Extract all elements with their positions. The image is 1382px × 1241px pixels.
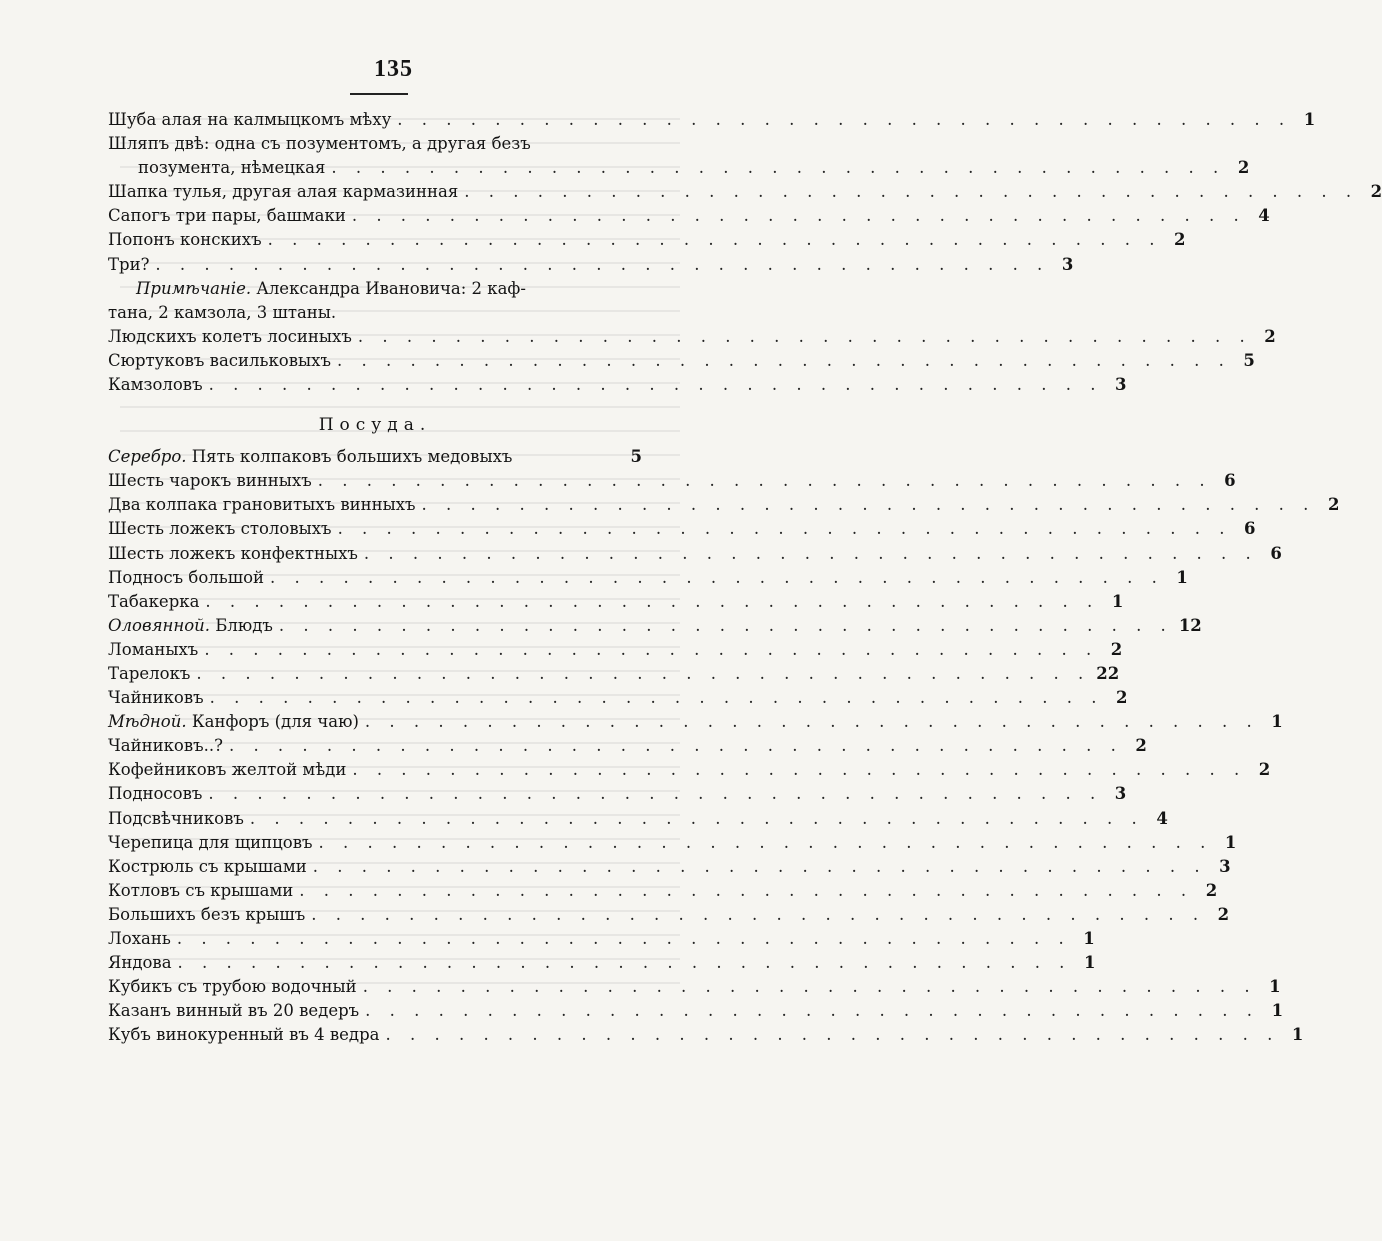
dot-leader: . . . . . . . . . . . . . . . . . . . . . . . . . . . . . . . . . . . . . — [364, 712, 1259, 732]
item-name: Шапка тулья, другая алая кармазинная — [108, 182, 459, 202]
list-item — [108, 999, 1284, 1023]
item-text — [108, 999, 359, 1023]
item-name: Шляпъ двѣ: одна съ позументомъ, а другая безъ — [108, 134, 531, 154]
clothing-section — [108, 108, 1382, 277]
list-item — [108, 951, 1096, 975]
item-name: Черепица для щипцовъ — [108, 832, 313, 852]
item-quantity: 2 — [1116, 688, 1128, 708]
list-item — [108, 903, 1230, 927]
page-number: 135 — [374, 56, 413, 82]
item-name: Кофейниковъ желтой мѣди — [108, 760, 347, 780]
list-item — [108, 686, 1128, 710]
list-item — [108, 204, 1270, 228]
item-name: Блюдъ — [210, 615, 273, 635]
item-quantity: 2 — [1110, 639, 1123, 659]
item-name: Шесть ложекъ столовыхъ — [108, 519, 332, 539]
item-text — [108, 132, 531, 156]
item-name: Подносъ большой — [108, 567, 265, 587]
inventory-list — [108, 108, 1382, 1047]
item-name: Большихъ безъ крышъ — [108, 904, 306, 924]
dot-leader: . . . . . . . . . . . . . . . . . . . . . . . . . . . . . . . . . . . . . — [362, 977, 1257, 997]
list-item — [108, 493, 1340, 517]
dot-leader: . . . . . . . . . . . . . . . . . . . . . . . . . . . . . . . . . . . . . — [337, 519, 1232, 539]
dot-leader: . . . . . . . . . . . . . . . . . . . . . . . . . . . . . . . . . . . . . — [205, 591, 1100, 611]
dot-leader: . . . . . . . . . . . . . . . . . . . . . . . . . . . . . . . . . . . . . — [176, 929, 1071, 948]
item-quantity: 2 — [1205, 880, 1218, 900]
item-quantity: 1 — [1271, 712, 1283, 732]
item-name: Шесть чарокъ винныхъ — [108, 471, 312, 491]
item-quantity: 1 — [1271, 1001, 1284, 1021]
dot-leader: . . . . . . . . . . . . . . . . . . . . . . . . . . . . . . . . . . . . . — [196, 663, 1091, 683]
silver-section — [108, 445, 1340, 614]
item-name: Лохань — [108, 929, 171, 948]
item-name: Людскихъ колетъ лосиныхъ — [108, 326, 352, 346]
item-name: Котловъ съ крышами — [108, 880, 294, 900]
list-item — [108, 542, 1282, 566]
list-item — [108, 108, 1316, 132]
list-item — [108, 517, 1256, 541]
item-text — [108, 831, 313, 855]
list-item — [108, 445, 642, 469]
list-item — [108, 469, 1236, 493]
item-text — [108, 903, 305, 927]
item-name: Кубъ винокуренный въ 4 ведра — [108, 1025, 380, 1045]
dot-leader: . . . . . . . . . . . . . . . . . . . . . . . . . . . . . . . . . . . . . — [208, 784, 1103, 804]
item-text — [108, 879, 293, 903]
copper-section — [108, 710, 1304, 1047]
item-text — [108, 517, 332, 541]
item-quantity: 1 — [1224, 832, 1237, 852]
dot-leader: . . . . . . . . . . . . . . . . . . . . . . . . . . . . . . . . . . . . . — [331, 158, 1226, 178]
item-text — [108, 566, 264, 590]
dot-leader: . . . . . . . . . . . . . . . . . . . . . . . . . . . . . . . . . . . . . — [318, 832, 1213, 852]
dot-leader: . . . . . . . . . . . . . . . . . . . . . . . . . . . . . . . . . . . . . — [311, 904, 1206, 924]
item-text — [108, 253, 149, 277]
list-item — [108, 228, 1186, 252]
dot-leader: . . . . . . . . . . . . . . . . . . . . . . . . . . . . . . . . . . . . . — [397, 110, 1292, 129]
item-text — [108, 325, 352, 349]
list-item — [108, 927, 1095, 951]
item-text — [108, 180, 458, 204]
list-item — [108, 614, 1202, 638]
item-text — [108, 493, 416, 517]
item-text — [108, 228, 262, 252]
dot-leader: . . . . . . . . . . . . . . . . . . . . . . . . . . . . . . . . . . . . . — [209, 688, 1104, 708]
item-name: Шесть ложекъ конфектныхъ — [108, 543, 358, 563]
category-label: Оловянной. — [108, 615, 211, 635]
list-item — [108, 879, 1218, 903]
item-quantity: 2 — [1135, 736, 1147, 756]
dot-leader: . . . . . . . . . . . . . . . . . . . . . . . . . . . . . . . . . . . . . — [270, 567, 1164, 587]
note-label: Примѣчаніе. — [136, 278, 252, 298]
item-quantity: 1 — [1176, 567, 1188, 587]
item-quantity: 5 — [630, 447, 642, 467]
item-name: Казанъ винный въ 20 ведеръ — [108, 1001, 360, 1021]
item-quantity: 2 — [1258, 760, 1271, 780]
item-name: Три? — [108, 254, 150, 274]
dot-leader: . . . . . . . . . . . . . . . . . . . . . . . . . . . . . . . . . . . . . — [365, 1001, 1260, 1021]
item-quantity: 1 — [1303, 110, 1316, 129]
note-line-1 — [108, 277, 642, 301]
list-item — [108, 807, 1168, 831]
item-text — [108, 975, 357, 999]
list-item — [108, 734, 1147, 758]
item-quantity: 4 — [1258, 206, 1270, 226]
list-item — [108, 156, 1250, 180]
dot-leader: . . . . . . . . . . . . . . . . . . . . . . . . . . . . . . . . . . . . . — [267, 230, 1162, 250]
list-item — [108, 662, 1120, 686]
item-quantity: 4 — [1156, 808, 1168, 828]
item-quantity: 2 — [1174, 230, 1186, 250]
dot-leader: . . . . . . . . . . . . . . . . . . . . . . . . . . . . . . . . . . . . . — [177, 953, 1072, 973]
item-text — [108, 951, 172, 975]
item-text — [108, 108, 391, 132]
item-text — [108, 469, 312, 493]
dot-leader: . . . . . . . . . . . . . . . . . . . . . . . . . . . . . . . . . . . . . — [299, 880, 1194, 900]
item-text — [108, 927, 171, 951]
list-item — [108, 373, 1127, 397]
dot-leader: . . . . . . . . . . . . . . . . . . . . . . . . . . . . . . . . . . . . . — [385, 1025, 1280, 1045]
dot-leader: . . . . . . . . . . . . . . . . . . . . . . . . . . . . . . . . . . . . . — [421, 495, 1316, 515]
item-quantity: 2 — [1327, 495, 1340, 515]
item-name: Кубикъ съ трубою водочный — [108, 977, 357, 997]
item-quantity: 6 — [1224, 471, 1236, 491]
page-number-underline — [350, 93, 408, 95]
dot-leader: . . . . . . . . . . . . . . . . . . . . . . . . . . . . . . . . . . . . . — [336, 350, 1231, 370]
list-item — [108, 975, 1281, 999]
item-text — [108, 373, 203, 397]
dot-leader: . . . . . . . . . . . . . . . . . . . . . . . . . . . . . . . . . . . . . — [208, 375, 1103, 395]
item-text — [108, 686, 204, 710]
item-name: Попонъ конскихъ — [108, 230, 262, 250]
item-quantity: 22 — [1096, 663, 1120, 683]
item-name: Чайниковъ — [108, 688, 204, 708]
item-quantity: 1 — [1083, 929, 1095, 948]
list-item — [108, 349, 1255, 373]
item-name: Подносовъ — [108, 784, 203, 804]
item-name: Яндова — [108, 953, 172, 973]
category-label: Серебро. — [108, 447, 187, 467]
item-quantity: 1 — [1111, 591, 1124, 611]
item-quantity: 1 — [1269, 977, 1281, 997]
dot-leader: . . . . . . . . . . . . . . . . . . . . . . . . . . . . . . . . . . . . . — [351, 206, 1246, 226]
item-quantity: 3 — [1219, 856, 1231, 876]
item-quantity: 5 — [1243, 350, 1255, 370]
item-name: Сапогъ три пары, башмаки — [108, 206, 346, 226]
dot-leader: . . . . . . . . . . . . . . . . . . . . . . . . . . . . . . . . . . . . . — [352, 760, 1247, 780]
note-line-2: тана, 2 камзола, 3 штаны. — [108, 302, 337, 322]
dot-leader: . . . . . . . . . . . . . . . . . . . . . . . . . . . . . . . . . . . . . — [204, 639, 1099, 659]
list-item — [108, 855, 1231, 879]
note-text-1: Александра Ивановича: 2 каф- — [251, 278, 526, 298]
item-text — [138, 156, 325, 180]
item-text — [108, 734, 223, 758]
item-text — [108, 590, 199, 614]
list-item — [108, 638, 1123, 662]
item-text — [108, 542, 358, 566]
item-name: Шуба алая на калмыцкомъ мѣху — [108, 110, 392, 129]
item-name: Чайниковъ..? — [108, 736, 223, 756]
item-text — [108, 614, 273, 638]
item-quantity: 3 — [1061, 254, 1074, 274]
list-item — [108, 590, 1124, 614]
section-title-dishes: Посуда. — [318, 415, 432, 436]
item-name: Табакерка — [108, 591, 200, 611]
list-item — [108, 180, 1382, 204]
list-item — [108, 132, 642, 156]
servants-clothing-section — [108, 325, 1276, 397]
item-name: Ломаныхъ — [108, 639, 199, 659]
dot-leader: . . . . . . . . . . . . . . . . . . . . . . . . . . . . . . . . . . . . . — [312, 856, 1207, 876]
list-item — [108, 1023, 1304, 1047]
category-label: Мѣдной. — [108, 712, 187, 732]
item-text — [108, 1023, 379, 1047]
dot-leader: . . . . . . . . . . . . . . . . . . . . . . . . . . . . . . . . . . . . . — [357, 326, 1252, 346]
list-item — [108, 782, 1127, 806]
item-name: Два колпака грановитыхъ винныхъ — [108, 495, 416, 515]
item-text — [108, 638, 198, 662]
item-quantity: 2 — [1370, 182, 1382, 202]
list-item — [108, 325, 1276, 349]
item-name: позумента, нѣмецкая — [138, 158, 326, 178]
item-text — [108, 349, 331, 373]
item-quantity: 1 — [1291, 1025, 1304, 1045]
list-item — [108, 758, 1271, 782]
dot-leader: . . . . . . . . . . . . . . . . . . . . . . . . . . . . . . . . . . . . . — [249, 808, 1144, 828]
list-item — [108, 710, 1283, 734]
item-name: Кострюль съ крышами — [108, 856, 307, 876]
item-name: Пять колпаковъ большихъ медовыхъ — [186, 447, 513, 467]
item-quantity: 3 — [1114, 784, 1127, 804]
item-text — [108, 758, 346, 782]
item-name: Канфоръ (для чаю) — [186, 712, 359, 732]
item-text — [108, 782, 202, 806]
dot-leader: . . . . . . . . . . . . . . . . . . . . . . . . . . . . . . . . . . . . . — [278, 615, 1173, 635]
item-quantity: 1 — [1083, 953, 1096, 973]
list-item — [108, 566, 1188, 590]
item-text — [108, 710, 359, 734]
dot-leader: . . . . . . . . . . . . . . . . . . . . . . . . . . . . . . . . . . . . . — [317, 471, 1212, 491]
list-item — [108, 253, 1074, 277]
item-name: Камзоловъ — [108, 375, 203, 395]
list-item — [108, 831, 1237, 855]
item-quantity: 12 — [1178, 615, 1202, 635]
dot-leader: . . . . . . . . . . . . . . . . . . . . . . . . . . . . . . . . . . . . . — [228, 736, 1123, 756]
pewter-section — [108, 614, 1202, 710]
item-quantity: 6 — [1243, 519, 1256, 539]
item-name: Подсвѣчниковъ — [108, 808, 244, 828]
item-text — [108, 204, 346, 228]
item-text — [108, 807, 244, 831]
item-quantity: 3 — [1114, 375, 1127, 395]
item-text — [108, 855, 307, 879]
item-quantity: 2 — [1264, 326, 1276, 346]
dot-leader: . . . . . . . . . . . . . . . . . . . . . . . . . . . . . . . . . . . . . — [464, 182, 1359, 202]
dot-leader: . . . . . . . . . . . . . . . . . . . . . . . . . . . . . . . . . . . . . — [155, 254, 1050, 274]
item-quantity: 6 — [1270, 543, 1282, 563]
item-name: Тарелокъ — [108, 663, 191, 683]
item-text — [108, 445, 512, 469]
item-text — [108, 662, 190, 686]
item-quantity: 2 — [1237, 158, 1250, 178]
item-name: Сюртуковъ васильковыхъ — [108, 350, 331, 370]
dot-leader: . . . . . . . . . . . . . . . . . . . . . . . . . . . . . . . . . . . . . — [363, 543, 1258, 563]
item-quantity: 2 — [1217, 904, 1230, 924]
